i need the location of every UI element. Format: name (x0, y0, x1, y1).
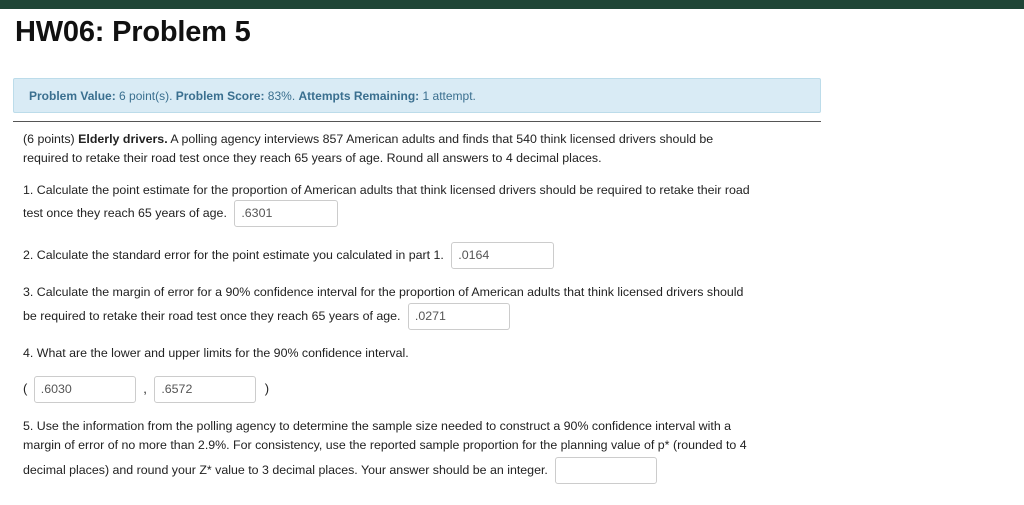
question-3-line-1: 3. Calculate the margin of error for a 90% confidence interval for the proportion of American adults that think licensed drivers should (23, 285, 744, 299)
open-paren: ( (23, 380, 28, 396)
attempts-remaining-label: Attempts Remaining: (298, 89, 420, 103)
answer-input-5[interactable] (555, 457, 657, 484)
lower-limit-input[interactable]: .6030 (34, 376, 136, 403)
problem-score-label: Problem Score: (175, 89, 265, 103)
comma: , (143, 380, 147, 396)
question-3-text: be required to retake their road test once they reach 65 years of age. (23, 308, 401, 323)
question-3-line-2 (23, 303, 510, 330)
question-2 (23, 242, 554, 269)
question-1-line-2 (23, 200, 338, 227)
page-title: HW06: Problem 5 (15, 16, 251, 48)
problem-score: 83%. (267, 89, 296, 103)
intro-topic: Elderly drivers. (78, 132, 168, 146)
answer-input-1[interactable]: .6301 (234, 200, 338, 227)
question-4-text: 4. What are the lower and upper limits for the 90% confidence interval. (23, 346, 409, 360)
confidence-interval-row (23, 376, 269, 403)
answer-input-2[interactable]: .0164 (451, 242, 554, 269)
question-1-text: test once they reach 65 years of age. (23, 205, 227, 220)
upper-limit-input[interactable]: .6572 (154, 376, 256, 403)
question-5-line-3 (23, 457, 657, 484)
question-5-text: decimal places) and round your Z* value to 3 decimal places. Your answer should be an integer. (23, 462, 548, 477)
question-1-line-1: 1. Calculate the point estimate for the proportion of American adults that think licensed drivers should be required to retake their road (23, 183, 750, 197)
question-5-line-2: margin of error of no more than 2.9%. For consistency, use the reported sample proportion for the planning value of p* (rounded to 4 (23, 438, 747, 452)
intro-text: A polling agency interviews 857 American adults and finds that 540 think licensed drivers should be (170, 132, 714, 146)
question-2-text: 2. Calculate the standard error for the point estimate you calculated in part 1. (23, 247, 444, 262)
intro-line-2: required to retake their road test once they reach 65 years of age. Round all answers to 4 decimal places. (23, 151, 602, 165)
question-5-line-1: 5. Use the information from the polling agency to determine the sample size needed to construct a 90% confidence interval with a (23, 419, 732, 433)
intro-points: (6 points) (23, 132, 75, 146)
answer-input-3[interactable]: .0271 (408, 303, 510, 330)
attempts-remaining: 1 attempt. (422, 89, 476, 103)
close-paren: ) (264, 380, 270, 396)
problem-info-box (13, 78, 821, 113)
top-color-bar (0, 0, 1024, 9)
divider (13, 121, 821, 122)
problem-value: 6 point(s). (119, 89, 173, 103)
problem-value-label: Problem Value: (29, 89, 116, 103)
